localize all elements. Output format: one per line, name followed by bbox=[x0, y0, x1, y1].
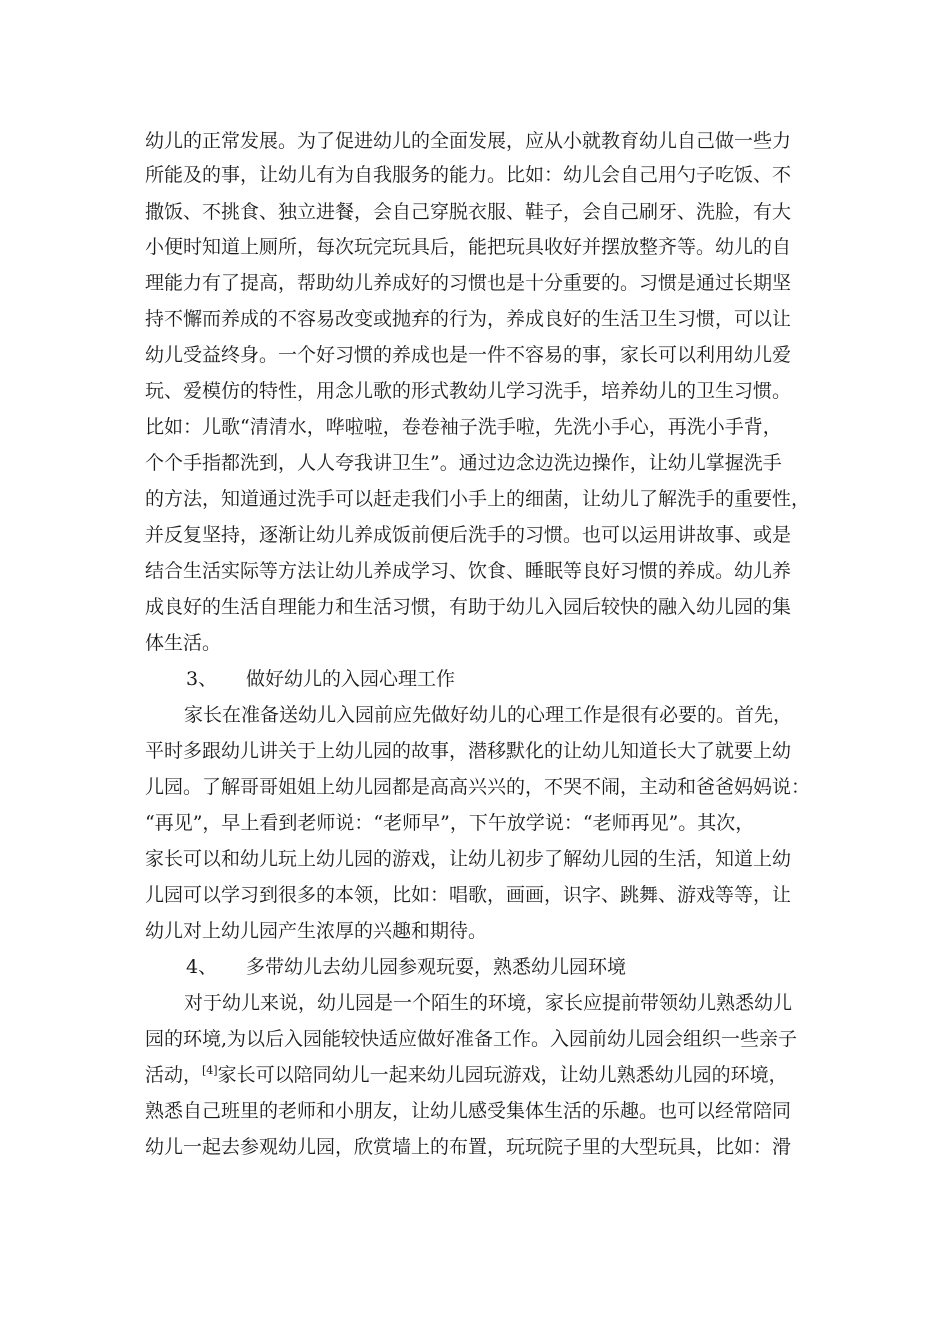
paragraph-line: 家长在准备送幼儿入园前应先做好幼儿的心理工作是很有必要的。首先， bbox=[184, 704, 793, 726]
paragraph-line: 的方法，知道通过洗手可以赶走我们小手上的细菌，让幼儿了解洗手的重要性， bbox=[145, 488, 811, 510]
paragraph-line: 体生活。 bbox=[145, 632, 222, 654]
paragraph-line: 撒饭、不挑食、独立进餐，会自己穿脱衣服、鞋子，会自己刷牙、洗脸，有大 bbox=[145, 201, 792, 223]
paragraph-line bbox=[145, 1057, 788, 1093]
heading-number: 4、 bbox=[186, 956, 218, 978]
paragraph-line: 成良好的生活自理能力和生活习惯，有助于幼儿入园后较快的融入幼儿园的集 bbox=[145, 596, 792, 618]
paragraph-line: 结合生活实际等方法让幼儿养成学习、饮食、睡眠等良好习惯的养成。幼儿养 bbox=[145, 560, 792, 582]
line-text: 家长可以陪同幼儿一起来幼儿园玩游戏，让幼儿熟悉幼儿园的环境， bbox=[217, 1064, 788, 1086]
heading-text: 多带幼儿去幼儿园参观玩耍，熟悉幼儿园环境 bbox=[246, 956, 627, 978]
paragraph-line: 所能及的事，让幼儿有为自我服务的能力。比如：幼儿会自己用勺子吃饭、不 bbox=[145, 164, 792, 186]
paragraph-line: 平时多跟幼儿讲关于上幼儿园的故事，潜移默化的让幼儿知道长大了就要上幼 bbox=[145, 740, 792, 762]
section-heading-3 bbox=[186, 661, 786, 697]
paragraph-line: 持不懈而养成的不容易改变或抛弃的行为，养成良好的生活卫生习惯，可以让 bbox=[145, 308, 792, 330]
paragraph-line: 园的环境,为以后入园能较快适应做好准备工作。入园前幼儿园会组织一些亲子 bbox=[145, 1028, 798, 1050]
paragraph-line: 小便时知道上厕所，每次玩完玩具后，能把玩具收好并摆放整齐等。幼儿的自 bbox=[145, 236, 792, 258]
paragraph-line: 玩、爱模仿的特性，用念儿歌的形式教幼儿学习洗手，培养幼儿的卫生习惯。 bbox=[145, 380, 792, 402]
paragraph-line: 幼儿受益终身。一个好习惯的养成也是一件不容易的事，家长可以利用幼儿爱 bbox=[145, 344, 792, 366]
heading-number: 3、 bbox=[186, 668, 218, 690]
paragraph-line: 幼儿一起去参观幼儿园，欣赏墙上的布置，玩玩院子里的大型玩具，比如：滑 bbox=[145, 1136, 792, 1158]
paragraph-line: 比如：儿歌“清清水，哗啦啦，卷卷袖子洗手啦，先洗小手心，再洗小手背， bbox=[145, 416, 782, 438]
paragraph-line: 个个手指都洗到，人人夸我讲卫生”。通过边念边洗边操作，让幼儿掌握洗手 bbox=[145, 452, 782, 474]
citation-marker[interactable]: [4] bbox=[202, 1064, 218, 1077]
paragraph-line: 幼儿对上幼儿园产生浓厚的兴趣和期待。 bbox=[145, 920, 488, 942]
paragraph-line: 并反复坚持，逐渐让幼儿养成饭前便后洗手的习惯。也可以运用讲故事、或是 bbox=[145, 524, 792, 546]
paragraph-line: 理能力有了提高，帮助幼儿养成好的习惯也是十分重要的。习惯是通过长期坚 bbox=[145, 272, 792, 294]
paragraph-line: 儿园可以学习到很多的本领，比如：唱歌，画画，识字、跳舞、游戏等等，让 bbox=[145, 884, 792, 906]
paragraph-line: 对于幼儿来说，幼儿园是一个陌生的环境，家长应提前带领幼儿熟悉幼儿 bbox=[184, 992, 793, 1014]
paragraph-line: 幼儿的正常发展。为了促进幼儿的全面发展，应从小就教育幼儿自己做一些力 bbox=[145, 130, 792, 152]
paragraph-line: 家长可以和幼儿玩上幼儿园的游戏，让幼儿初步了解幼儿园的生活，知道上幼 bbox=[145, 848, 792, 870]
section-heading-4 bbox=[186, 949, 886, 985]
paragraph-line: 儿园。了解哥哥姐姐上幼儿园都是高高兴兴的，不哭不闹，主动和爸爸妈妈说： bbox=[145, 776, 811, 798]
heading-text: 做好幼儿的入园心理工作 bbox=[246, 668, 456, 690]
paragraph-line: “再见”，早上看到老师说：“老师早”，下午放学说：“老师再见”。其次， bbox=[145, 812, 755, 834]
line-text: 活动， bbox=[145, 1064, 203, 1086]
paragraph-line: 熟悉自己班里的老师和小朋友，让幼儿感受集体生活的乐趣。也可以经常陪同 bbox=[145, 1100, 792, 1122]
